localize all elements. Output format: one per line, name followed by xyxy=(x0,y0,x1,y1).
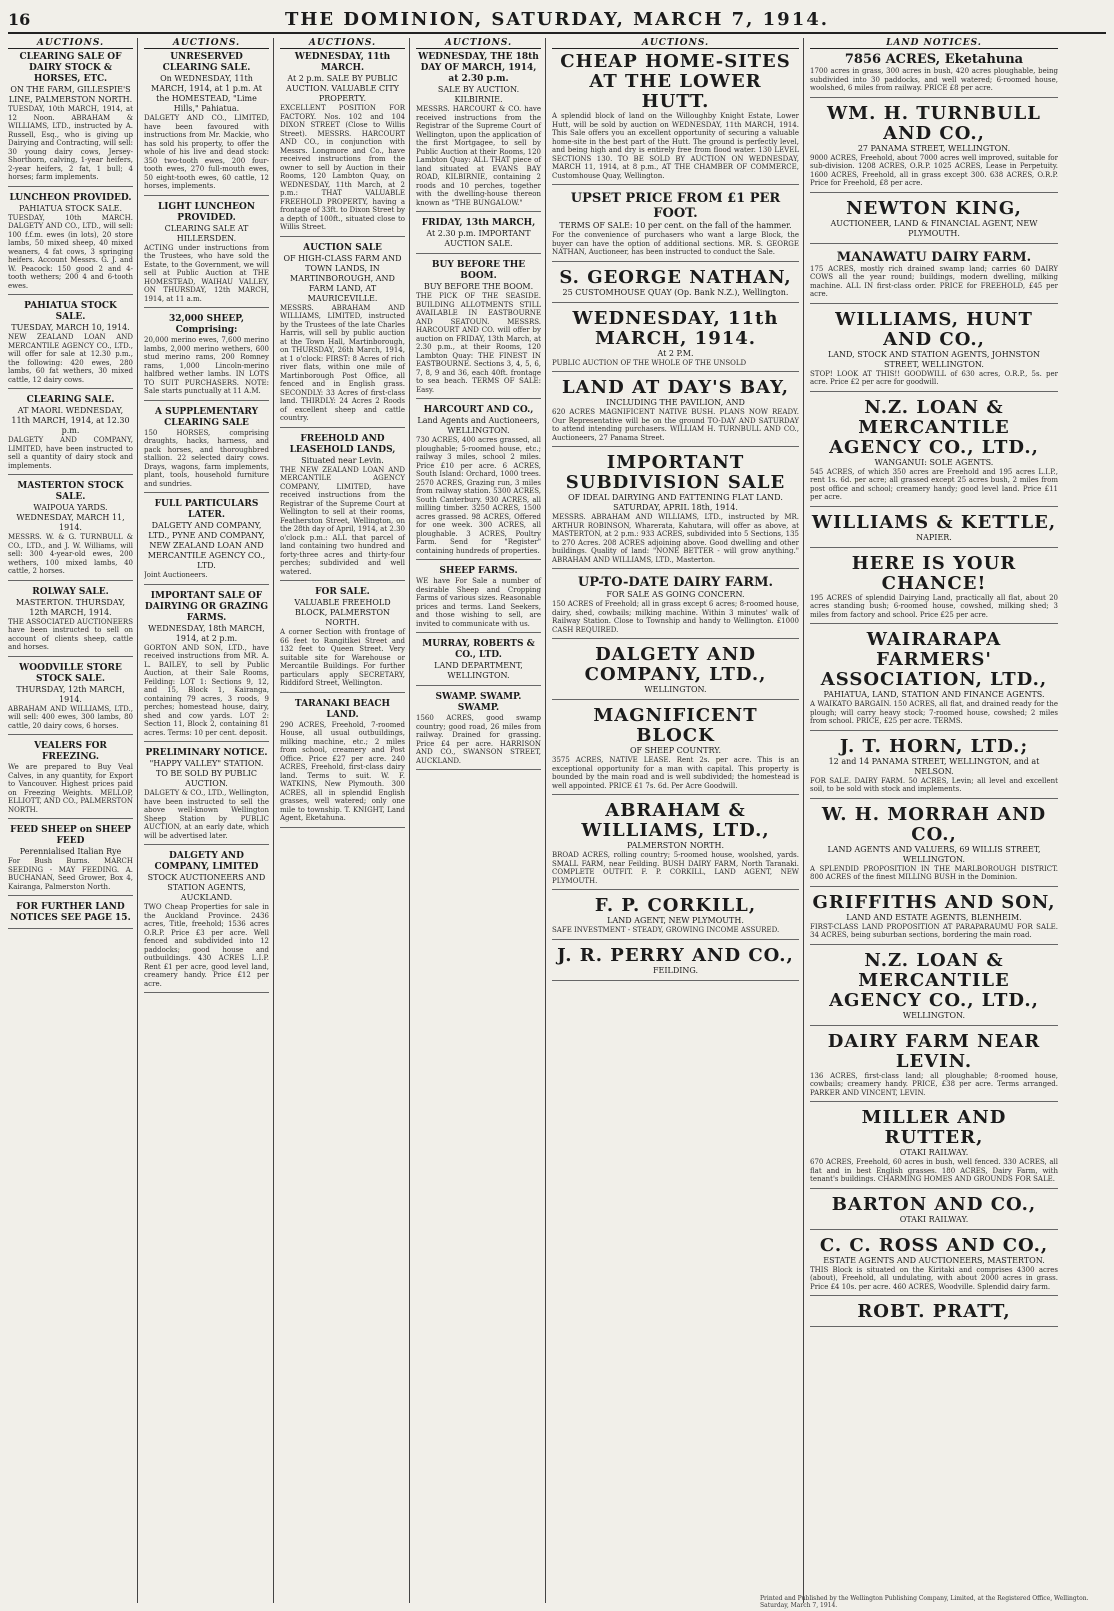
advertisement xyxy=(810,250,1058,304)
ad-body: ABRAHAM AND WILLIAMS, LTD., will sell: 400 ewes, 300 lambs, 80 cattle, 20 dairy cows, 6 horses. xyxy=(8,704,133,730)
ad-divider xyxy=(144,400,269,401)
ad-divider xyxy=(552,371,799,372)
ad-title: N.Z. LOAN & MERCANTILE AGENCY CO., LTD., xyxy=(829,396,1039,458)
ad-subtitle: THURSDAY, 12th MARCH, 1914. xyxy=(16,684,125,704)
ad-subtitle: WEDNESDAY, 18th MARCH, 1914, at 2 p.m. xyxy=(148,623,265,643)
ad-title: IMPORTANT SUBDIVISION SALE xyxy=(565,452,786,493)
advertisement xyxy=(280,52,405,237)
column-4 xyxy=(416,38,546,1603)
ad-divider xyxy=(8,734,133,735)
ad-body: 545 ACRES, of which 350 acres are Freehold and 195 acres L.I.P., rent 1s. 6d. per acre; all grassed except 25 acres bush, 2 miles from post office and school; creamery handy; good level land. Price £11 per acre. xyxy=(810,467,1058,501)
ad-title: DALGETY AND COMPANY, LTD., xyxy=(584,644,767,685)
ad-divider xyxy=(552,302,799,303)
ad-body: For the convenience of purchasers who want a large Block, the buyer can have the option of additional sections. MR. S. GEORGE NATHAN, Auctioneer, has been instructed to conduct the Sale. xyxy=(552,231,799,256)
ad-body: FOR SALE. DAIRY FARM. 50 ACRES, Levin; all level and excellent soil, to be sold with stock and implements. xyxy=(810,776,1058,793)
ad-divider xyxy=(810,1101,1058,1102)
ad-subtitle: SALE BY AUCTION. KILBIRNIE. xyxy=(437,85,520,104)
ad-title: DAIRY FARM NEAR LEVIN. xyxy=(827,1030,1041,1072)
masthead xyxy=(8,6,1106,34)
columns xyxy=(8,38,1106,1603)
ad-body: 150 ACRES of Freehold; all in grass except 6 acres; 8-roomed house, dairy, shed, cowbails; milking machine. Within 3 minutes' walk of Railway Station. Close to Township and handy to Wellington. £1000 CASH REQUIRED. xyxy=(552,600,799,634)
ad-divider xyxy=(810,192,1058,193)
ad-divider xyxy=(552,794,799,795)
ad-title: HERE IS YOUR CHANCE! xyxy=(851,552,1017,594)
ad-subtitle: WELLINGTON. xyxy=(902,1010,966,1020)
advertisement xyxy=(552,946,799,981)
column-1 xyxy=(8,38,138,1603)
advertisement xyxy=(552,52,799,185)
ad-subtitle: On WEDNESDAY, 11th MARCH, 1914, at 1 p.m. At the HOMESTEAD, "Lime Hills," Pahiatua. xyxy=(151,74,262,113)
ad-divider xyxy=(8,388,133,389)
ad-divider xyxy=(144,844,269,845)
column-heading: LAND NOTICES. xyxy=(810,38,1058,49)
advertisement xyxy=(552,896,799,940)
ad-title: UP-TO-DATE DAIRY FARM. xyxy=(577,575,774,590)
advertisement xyxy=(416,52,541,212)
ad-title: N.Z. LOAN & MERCANTILE AGENCY CO., LTD., xyxy=(829,949,1039,1011)
ad-title: W. H. MORRAH AND CO., xyxy=(821,803,1047,845)
ad-title: CLEARING SALE OF DAIRY STOCK & HORSES, ETC. xyxy=(19,52,122,84)
ad-body: WE have For Sale a number of desirable Sheep and Cropping Farms of various sizes. Reasonable prices and terms. Land Seekers, and those wishing to sell, are invited to communicate with us. xyxy=(416,577,541,628)
ad-title: CLEARING SALE. xyxy=(26,395,115,405)
ad-divider xyxy=(8,580,133,581)
ad-title: TARANAKI BEACH LAND. xyxy=(294,698,391,720)
ad-divider xyxy=(280,580,405,581)
ad-subtitle: PAHIATUA STOCK SALE. xyxy=(18,203,123,213)
ad-title: BUY BEFORE THE BOOM. xyxy=(431,260,526,281)
ad-divider xyxy=(810,1229,1058,1230)
advertisement xyxy=(144,407,269,494)
ad-divider xyxy=(810,886,1058,887)
ad-divider xyxy=(8,818,133,819)
ad-title: FOR FURTHER LAND NOTICES SEE PAGE 15. xyxy=(10,902,131,923)
ad-divider xyxy=(144,584,269,585)
column-3 xyxy=(280,38,410,1603)
ad-subtitle: AT MAORI. WEDNESDAY, 11th MARCH, 1914, at 12.30 p.m. xyxy=(11,406,130,435)
advertisement xyxy=(810,1195,1058,1230)
ad-title: S. GEORGE NATHAN, xyxy=(559,266,792,288)
ad-subtitle: OTAKI RAILWAY. xyxy=(899,1214,969,1224)
ad-subtitle: PALMERSTON NORTH. xyxy=(626,841,724,850)
ad-divider xyxy=(810,1295,1058,1296)
ad-subtitle: 12 and 14 PANAMA STREET, WELLINGTON, and at NELSON. xyxy=(828,756,1040,776)
advertisement xyxy=(552,268,799,303)
ad-body: BROAD ACRES, rolling country; 5-roomed house, woolshed, yards. SMALL FARM, near Feilding. BUSH DAIRY FARM, North Taranaki. COMPLETE OUTFIT. F. P. CORKILL, LAND AGENT, NEW PLYMOUTH. xyxy=(552,851,799,885)
column-heading: AUCTIONS. xyxy=(552,38,799,49)
ad-title: WEDNESDAY, 11th MARCH. xyxy=(294,52,391,73)
ad-divider xyxy=(416,769,541,770)
ad-body: DALGETY AND COMPANY, LIMITED, have been instructed to sell a quantity of dairy stock and implements. xyxy=(8,436,133,470)
advertisement xyxy=(810,1108,1058,1189)
ad-body: A WAIKATO BARGAIN. 150 ACRES, all flat, and drained ready for the plough; will carry heavy stock; 7-roomed house, cowshed; 2 miles from school. PRICE, £25 per acre. TERMS. xyxy=(810,700,1058,725)
ad-divider xyxy=(810,97,1058,98)
ad-body: STOP! LOOK AT THIS!! GOODWILL of 630 acres, O.R.P., 5s. per acre. Price £2 per acre for goodwill. xyxy=(810,369,1058,386)
ad-divider xyxy=(552,568,799,569)
ad-title: FRIDAY, 13th MARCH, xyxy=(421,218,536,228)
ad-subtitle: OF IDEAL DAIRYING AND FATTENING FLAT LAND. SATURDAY, APRIL 18th, 1914. xyxy=(568,493,783,512)
ad-subtitle: ON THE FARM, GILLESPIE'S LINE, PALMERSTON NORTH. xyxy=(8,85,133,104)
ad-divider xyxy=(8,656,133,657)
ad-divider xyxy=(144,195,269,196)
advertisement xyxy=(280,434,405,582)
ad-body: NEW ZEALAND LOAN AND MERCANTILE AGENCY CO., LTD., will offer for sale at 12.30 p.m., the following: 420 ewes, 280 lambs, 60 fat wethers, 30 mixed cattle, 12 dairy cows. xyxy=(8,333,133,384)
ad-divider xyxy=(144,492,269,493)
ad-title: WAIRARAPA FARMERS' ASSOCIATION, LTD., xyxy=(820,629,1048,690)
advertisement xyxy=(8,663,133,736)
ad-subtitle: OF SHEEP COUNTRY. xyxy=(629,746,722,755)
advertisement xyxy=(144,202,269,309)
ad-subtitle: LAND AND ESTATE AGENTS, BLENHEIM. xyxy=(846,912,1022,922)
ad-subtitle: Land Agents and Auctioneers, WELLINGTON. xyxy=(417,416,540,435)
advertisement xyxy=(810,52,1058,98)
ad-subtitle: 25 CUSTOMHOUSE QUAY (Op. Bank N.Z.), Wellington. xyxy=(562,287,789,297)
column-6 xyxy=(810,38,1062,1603)
ad-title: HARCOURT AND CO., xyxy=(423,405,534,415)
ad-title: LAND AT DAY'S BAY, xyxy=(562,377,789,398)
ad-body: MESSRS. ABRAHAM AND WILLIAMS, LTD., instructed by MR. ARTHUR ROBINSON, Wharerata, Kahutara, will offer as above, at MASTERTON, at 2 p.m.: 933 ACRES, subdivided into 5 Sections, 135 to 270 Acres. 208 ACRES adjoining above. Good dwelling and other buildings. Quality of land: "NONE BETTER - will grow anything." ABRAHAM AND WILLIAMS, LTD., Masterton. xyxy=(552,513,799,564)
ad-title: MANAWATU DAIRY FARM. xyxy=(836,249,1032,265)
ad-divider xyxy=(810,1025,1058,1026)
advertisement xyxy=(416,566,541,633)
advertisement xyxy=(552,378,799,447)
ad-body: THE PICK OF THE SEASIDE. BUILDING ALLOTMENTS STILL AVAILABLE IN EASTBOURNE AND SEATOUN. MESSRS. HARCOURT AND CO. will offer by auction on FRIDAY, 13th March, at 2.30 p.m., at their Rooms, 120 Lambton Quay: THE FINEST IN EASTBOURNE. Sections 3, 4, 5, 6, 7, 8, 9 and 36, each 40ft. frontage to sea beach. TERMS OF SALE: Easy. xyxy=(416,292,541,394)
ad-divider xyxy=(810,303,1058,304)
ad-subtitle: FOR SALE AS GOING CONCERN. xyxy=(606,590,745,599)
ad-subtitle: WAIPOUA YARDS. WEDNESDAY, MARCH 11, 1914. xyxy=(16,503,125,532)
ad-title: WM. H. TURNBULL AND CO., xyxy=(827,102,1041,144)
ad-body: 136 ACRES, first-class land; all ploughable; 8-roomed house, cowbails; creamery handy. PRICE, £38 per acre. Terms arranged. PARKER AND VINCENT, LEVIN. xyxy=(810,1071,1058,1097)
ad-subtitle: At 2.30 p.m. IMPORTANT AUCTION SALE. xyxy=(426,229,531,248)
ad-subtitle: WELLINGTON. xyxy=(644,685,707,694)
ad-body: 150 HORSES, comprising draughts, hacks, harness, and pack horses, and thoroughbred stallion. 22 selected dairy cows. Drays, wagons, farm implements, plant, tools, household furniture and sundries. xyxy=(144,428,269,488)
ad-subtitle: OTAKI RAILWAY. xyxy=(899,1148,969,1157)
ad-title: UNRESERVED CLEARING SALE. xyxy=(162,52,251,73)
ad-body: 1560 ACRES, good swamp country; good road, 26 miles from railway. Drained for grassing. Price £4 per acre. HARRISON AND CO., SWANSON STREET, AUCKLAND. xyxy=(416,714,541,765)
ad-divider xyxy=(280,236,405,237)
ad-title: NEWTON KING, xyxy=(846,197,1022,219)
column-heading: AUCTIONS. xyxy=(416,38,541,49)
ad-body: 175 ACRES, mostly rich drained swamp land; carries 60 DAIRY COWS all the year round; buildings, modern dwelling, milking machine. ALL IN first-class order. PRICE for FREEHOLD, £45 per acre. xyxy=(810,264,1058,298)
ad-divider xyxy=(552,446,799,447)
ad-body: THE ASSOCIATED AUCTIONEERS have been instructed to sell on account of clients sheep, cattle and horses. xyxy=(8,617,133,651)
column-heading: AUCTIONS. xyxy=(280,38,405,49)
ad-title: ROBT. PRATT, xyxy=(857,1301,1011,1322)
ad-title: WEDNESDAY, THE 18th DAY OF MARCH, 1914, at 2.30 p.m. xyxy=(418,52,539,84)
ad-title: MAGNIFICENT BLOCK xyxy=(593,705,758,746)
ad-body: 290 ACRES, Freehold, 7-roomed House, all usual outbuildings, milking machine, etc.; 2 miles from school, creamery and Post Office. Price £27 per acre. 240 ACRES, Freehold, first-class dairy land. Terms to suit. W. F. WATKINS, New Plymouth. 300 ACRES, all in splendid English grasses, well watered; only one mile to township. T. KNIGHT, Land Agent, Eketahuna. xyxy=(280,720,405,822)
ad-subtitle: PAHIATUA, LAND, STATION AND FINANCE AGENTS. xyxy=(823,690,1045,699)
ad-divider xyxy=(280,692,405,693)
ad-body: A corner Section with frontage of 66 feet to Rangitikei Street and 132 feet to Queen Street. Very suitable site for Warehouse or Mercantile Buildings. For further particulars apply SECRETARY, Riddiford Street, Wellington. xyxy=(280,628,405,687)
ad-title: SWAMP. SWAMP. SWAMP. xyxy=(435,692,522,713)
ad-title: C. C. ROSS AND CO., xyxy=(819,1234,1049,1256)
advertisement xyxy=(810,310,1058,392)
ad-subtitle: TUESDAY, MARCH 10, 1914. xyxy=(11,323,130,332)
ad-divider xyxy=(416,685,541,686)
ad-subtitle: LAND DEPARTMENT, WELLINGTON. xyxy=(434,661,523,680)
advertisement xyxy=(552,191,799,262)
ad-divider xyxy=(810,1188,1058,1189)
advertisement xyxy=(8,301,133,389)
ad-body: 20,000 merino ewes, 7,600 merino lambs, 2,000 merino wethers, 600 stud merino rams, 200 Romney rams, 1,000 Lincoln-merino halfbred wether lambs. IN LOTS TO SUIT PURCHASERS. NOTE: Sale starts punctually at 11 A.M. xyxy=(144,336,269,395)
advertisement xyxy=(144,314,269,401)
ad-subtitle: INCLUDING THE PAVILION, AND xyxy=(606,398,745,407)
advertisement xyxy=(416,218,541,254)
ad-title: F. P. CORKILL, xyxy=(594,895,757,916)
ad-body: 670 ACRES, Freehold, 60 acres in bush, well fenced. 330 ACRES, all flat and in best English grasses. 180 ACRES, Dairy Farm, with tenant's buildings. CHARMING HOMES AND GROUNDS FOR SALE. xyxy=(810,1158,1058,1183)
ad-subtitle: Perennialised Italian Rye xyxy=(19,847,122,856)
column-5 xyxy=(552,38,804,1603)
ad-body: THIS Block is situated on the Kiritaki and comprises 4300 acres (about), Freehold, all undulating, with about 2000 acres in grass. Price £4 10s. per acre. 460 ACRES, Woodville. Splendid dairy farm. xyxy=(810,1265,1058,1291)
ad-title: 32,000 SHEEP, Comprising: xyxy=(168,314,245,335)
ad-body: 1700 acres in grass, 300 acres in bush, 420 acres ploughable, being subdivided into 30 paddocks, and well watered; 6-roomed house, woolshed, 6 miles from railway. PRICE £8 per acre. xyxy=(810,67,1058,92)
advertisement xyxy=(810,513,1058,548)
ad-title: IMPORTANT SALE OF DAIRYING OR GRAZING FARMS. xyxy=(144,590,269,623)
advertisement xyxy=(552,801,799,890)
ad-body: 730 ACRES, 400 acres grassed, all ploughable; 5-roomed house, etc.; railway 3 miles, school 2 miles. Price £10 per acre. 6 ACRES, South Island: Orchard, 1000 trees. 2570 ACRES, Grazing run, 3 miles from railway station. 5300 ACRES, South Canterbury. 930 ACRES, all milling timber. 3250 ACRES, 1500 acres grassed. 98 ACRES, Offered for one week. 300 ACRES, all ploughable. 3 ACRES, Poultry Farm. Send for "Register" containing hundreds of properties. xyxy=(416,436,541,555)
advertisement xyxy=(810,737,1058,799)
ad-body: MESSRS. W. & G. TURNBULL & CO., LTD., and J. W. Williams, will sell: 300 4-year-old ewes, 200 wethers, 100 mixed lambs, 40 cattle, 2 horses. xyxy=(8,533,133,575)
advertisement xyxy=(810,630,1058,731)
ad-divider xyxy=(8,186,133,187)
ad-subtitle: MASTERTON. THURSDAY, 12th MARCH, 1914. xyxy=(15,597,126,617)
ad-subtitle: NAPIER. xyxy=(916,532,952,542)
ad-divider xyxy=(280,427,405,428)
ad-title: WOODVILLE STORE STOCK SALE. xyxy=(19,662,122,684)
ad-body: 195 ACRES of splendid Dairying Land, practically all flat, about 20 acres standing bush; 6-roomed house, cowshed, milking shed; 3 miles from factory and school. Price £25 per acre. xyxy=(810,593,1058,619)
ad-divider xyxy=(552,699,799,700)
advertisement xyxy=(552,575,799,639)
paper-title: THE DOMINION, SATURDAY, MARCH 7, 1914. xyxy=(284,8,830,30)
ad-title: UPSET PRICE FROM £1 PER FOOT. xyxy=(570,191,781,221)
ad-subtitle: VALUABLE FREEHOLD BLOCK, PALMERSTON NORTH. xyxy=(294,598,391,627)
ad-title: VEALERS FOR FREEZING. xyxy=(34,741,107,762)
ad-body: For Bush Burns. MARCH SEEDING - MAY FEEDING. A. BUCHANAN, Seed Grower, Box 4, Kairanga, Palmerston North. xyxy=(8,857,133,891)
ad-body: MESSRS. ABRAHAM AND WILLIAMS, LIMITED, instructed by the Trustees of the late Charles Harris, will sell by public auction at the Town Hall, Martinborough, on THURSDAY, 26th March, 1914, at 1 o'clock: FIRST: 8 Acres of rich river flats, within one mile of Martinborough Post Office, all fenced and in English grass. SECONDLY: 33 Acres of first-class land. THIRDLY: 24 Acres 2 Roods of excellent sheep and cattle country. xyxy=(280,303,405,422)
ad-body: TWO Cheap Properties for sale in the Auckland Province. 2436 acres, Title, freehold; 1536 acres O.R.P. Price £3 per acre. Well fenced and subdivided into 12 paddocks; good house and outbuildings. 430 ACRES L.I.P. Rent £1 per acre, good level land, creamery handy. Price £12 per acre. xyxy=(144,903,269,988)
ad-title: FULL PARTICULARS LATER. xyxy=(154,499,259,520)
advertisement xyxy=(416,260,541,399)
advertisement xyxy=(810,951,1058,1026)
ad-title: LIGHT LUNCHEON PROVIDED. xyxy=(157,201,256,223)
ad-divider xyxy=(280,827,405,828)
advertisement xyxy=(552,706,799,795)
ad-body: A SPLENDID PROPOSITION IN THE MARLBOROUGH DISTRICT. 800 ACRES of the finest MILLING BUSH in the Dominion. xyxy=(810,864,1058,881)
ad-subtitle: At 2 P.M. xyxy=(657,348,694,358)
ad-divider xyxy=(552,939,799,940)
ad-subtitle: OF HIGH-CLASS FARM AND TOWN LANDS, IN MARTINBOROUGH, AND FARM LAND, AT MAURICEVILLE. xyxy=(283,253,402,303)
ad-subtitle: "HAPPY VALLEY" STATION. TO BE SOLD BY PUBLIC AUCTION. xyxy=(149,759,264,788)
ad-divider xyxy=(144,992,269,993)
advertisement xyxy=(8,902,133,929)
ad-divider xyxy=(810,547,1058,548)
advertisement xyxy=(8,741,133,819)
ad-title: MURRAY, ROBERTS & CO., LTD. xyxy=(422,639,535,660)
ad-subtitle: CLEARING SALE AT HILLERSDEN. xyxy=(164,223,249,243)
advertisement xyxy=(144,851,269,993)
column-heading: AUCTIONS. xyxy=(8,38,133,49)
advertisement xyxy=(280,699,405,828)
ad-subtitle: Situated near Levin. xyxy=(301,455,384,465)
ad-subtitle: BUY BEFORE THE BOOM. xyxy=(423,282,534,291)
advertisement xyxy=(8,52,133,187)
advertisement xyxy=(8,481,133,581)
imprint: Printed and Published by the Wellington Publishing Company, Limited, at the Registered Office, Wellington. Saturday, March 7, 1914. xyxy=(760,1595,1089,1609)
advertisement xyxy=(810,1236,1058,1297)
ad-divider xyxy=(416,211,541,212)
ad-divider xyxy=(810,798,1058,799)
advertisement xyxy=(810,398,1058,507)
ad-title: CHEAP HOME-SITES AT THE LOWER HUTT. xyxy=(560,51,791,112)
ad-body: SAFE INVESTMENT - STEADY, GROWING INCOME ASSURED. xyxy=(552,926,780,934)
ad-body: 620 ACRES MAGNIFICENT NATIVE BUSH. PLANS NOW READY. Our Representative will be on the ground TO-DAY AND SATURDAY to attend intending purchasers. WILLIAM H. TURNBULL AND CO., Auctioneers, 27 Panama Street. xyxy=(552,408,799,442)
advertisement xyxy=(280,243,405,428)
ad-subtitle: TERMS OF SALE: 10 per cent. on the fall of the hammer. xyxy=(559,221,792,230)
advertisement xyxy=(810,805,1058,887)
advertisement xyxy=(8,193,133,296)
ad-subtitle: 27 PANAMA STREET, WELLINGTON. xyxy=(857,143,1011,153)
ad-body: DALGETY AND CO., LIMITED, have been favoured with instructions from Mr. Mackie, who has sold his property, to offer the whole of his live and dead stock: 350 two-tooth ewes, 200 four-tooth ewes, 270 full-mouth ewes, 50 eight-tooth ewes, 60 cattle, 12 horses, implements. xyxy=(144,114,269,190)
ad-title: ROLWAY SALE. xyxy=(32,586,109,597)
ad-divider xyxy=(810,506,1058,507)
advertisement xyxy=(144,52,269,196)
ad-subtitle: At 2 p.m. SALE BY PUBLIC AUCTION. VALUABLE CITY PROPERTY. xyxy=(286,74,399,103)
ad-divider xyxy=(416,632,541,633)
ad-subtitle: AUCTIONEER, LAND & FINANCIAL AGENT, NEW PLYMOUTH. xyxy=(830,218,1038,238)
ad-subtitle: DALGETY AND COMPANY, LTD., PYNE AND COMPANY, NEW ZEALAND LOAN AND MERCANTILE AGENCY CO., LTD. xyxy=(147,521,266,570)
ad-subtitle: LAND AGENTS AND VALUERS, 69 WILLIS STREET, WELLINGTON. xyxy=(827,844,1041,864)
ad-title: PRELIMINARY NOTICE. xyxy=(145,748,268,758)
ad-body: 9000 ACRES, Freehold, about 7000 acres well improved, suitable for sub-division. 1208 ACRES, O.R.P. 1025 ACRES, Lease in Perpetuity. 1600 ACRES, Freehold, all in grass except 300. 638 ACRES, O.R.P. Price for Freehold, £8 per acre. xyxy=(810,153,1058,187)
ad-body: We are prepared to Buy Veal Calves, in any quantity, for Export to Vancouver. Highest prices paid on Freezing Weights. MELLOP, ELLIOTT, AND CO., PALMERSTON NORTH. xyxy=(8,763,133,814)
ad-divider xyxy=(552,889,799,890)
ad-title: 7856 ACRES, Eketahuna xyxy=(844,52,1024,67)
ad-body: 3575 ACRES, NATIVE LEASE. Rent 2s. per acre. This is an exceptional opportunity for a man with capital. This property is bounded by the main road and is well subdivided; the homestead is well appointed. PRICE £1 7s. 6d. Per Acre Goodwill. xyxy=(552,756,799,790)
advertisement xyxy=(416,639,541,686)
ad-subtitle: LAND, STOCK AND STATION AGENTS, JOHNSTON STREET, WELLINGTON. xyxy=(827,349,1041,369)
ad-title: GRIFFITHS AND SON, xyxy=(812,891,1056,913)
ad-title: MILLER AND RUTTER, xyxy=(861,1107,1007,1148)
page-number: 16 xyxy=(8,9,31,29)
ad-title: A SUPPLEMENTARY CLEARING SALE xyxy=(154,406,259,428)
ad-title: J. T. HORN, LTD.; xyxy=(839,735,1029,757)
ad-body: DALGETY & CO., LTD., Wellington, have been instructed to sell the above well-known Wellington Sheep Station by PUBLIC AUCTION, at an early date, which will be advertised later. xyxy=(144,789,269,840)
ad-body: Joint Auctioneers. xyxy=(144,571,208,579)
ad-body: ACTING under instructions from the Trustees, who have sold the Estate, to the Government, we will sell at Public Auction at THE HOMESTEAD, WAIHAU VALLEY, ON THURSDAY, 12th MARCH, 1914, at 11 a.m. xyxy=(144,243,269,303)
advertisement xyxy=(8,395,133,475)
ad-subtitle: WANGANUI: SOLE AGENTS. xyxy=(874,457,994,467)
advertisement xyxy=(144,591,269,743)
ad-title: FREEHOLD AND LEASEHOLD LANDS, xyxy=(289,433,396,455)
ad-divider xyxy=(810,391,1058,392)
advertisement xyxy=(810,199,1058,244)
ad-subtitle: STOCK AUCTIONEERS AND STATION AGENTS, AUCKLAND. xyxy=(147,873,266,902)
ad-title: PAHIATUA STOCK SALE. xyxy=(24,301,117,322)
ad-title: SHEEP FARMS. xyxy=(439,566,518,576)
ad-title: MASTERTON STOCK SALE. xyxy=(17,481,124,502)
ad-title: FEED SHEEP on SHEEP FEED xyxy=(10,825,131,846)
ad-divider xyxy=(416,253,541,254)
ad-body: GORTON AND SON, LTD., have received instructions from MR. A. L. BAILEY, to sell by Public Auction, at their Sale Rooms, Feilding: LOT 1: Sections 9, 12, and 15, Block 1, Kairanga, containing 79 acres, 3 roods, 9 perches; homestead house, dairy, shed and cow yards. LOT 2: Section 11, Block 2, containing 81 acres. Terms: 10 per cent. deposit. xyxy=(144,643,269,737)
ad-body: TUESDAY, 10th MARCH, 1914, at 12 Noon. ABRAHAM & WILLIAMS, LTD., instructed by A. Russell, Esq., who is giving up Dairying and Contracting, will sell: 30 young dairy cows, Jersey-Shorthorn, calving, 1-year heifers, 2-year heifers, 2 fat, 1 bull; 4 horses; farm implements. xyxy=(8,105,133,181)
ad-title: FOR SALE. xyxy=(315,587,370,597)
ad-title: WILLIAMS, HUNT AND CO., xyxy=(835,308,1033,350)
column-2 xyxy=(144,38,274,1603)
advertisement xyxy=(810,1032,1058,1103)
advertisement xyxy=(552,453,799,569)
ad-divider xyxy=(8,928,133,929)
advertisement xyxy=(552,309,799,373)
advertisement xyxy=(144,499,269,585)
ad-body: MESSRS. HARCOURT & CO. have received instructions from the Registrar of the Supreme Court of Wellington, upon the application of the first Mortgagee, to sell by Public Auction at their Rooms, 120 Lambton Quay: ALL THAT piece of land situated at EVANS BAY ROAD, KILBIRNIE, containing 2 roods and 10 perches, together with the dwelling-house thereon known as "THE BUNGALOW." xyxy=(416,105,541,207)
ad-divider xyxy=(810,944,1058,945)
ad-title: LUNCHEON PROVIDED. xyxy=(9,192,132,203)
ad-title: ABRAHAM & WILLIAMS, LTD., xyxy=(581,800,770,841)
ad-body: THE NEW ZEALAND LOAN AND MERCANTILE AGENCY COMPANY, LIMITED, have received instructions from the Registrar of the Supreme Court at Wellington to sell at their rooms, Featherston Street, Wellington, on the 28th day of April, 1914, at 2.30 o'clock p.m.: ALL that parcel of land containing two hundred and forty-three acres and thirty-four perches; subdivided and well watered. xyxy=(280,465,405,576)
ad-body: A splendid block of land on the Willoughby Knight Estate, Lower Hutt, will be sold by auction on WEDNESDAY, 11th MARCH, 1914. This Sale offers you an excellent opportunity of securing a valuable home-site in the best part of the Hutt. The ground is perfectly level, and being high and dry is entirely free from flood water. 130 LEVEL SECTIONS 130. TO BE SOLD BY AUCTION ON WEDNESDAY, MARCH 11, 1914, at 8 p.m., AT THE CHAMBER OF COMMERCE, Customhouse Quay, Wellington. xyxy=(552,112,799,180)
advertisement xyxy=(810,893,1058,945)
ad-title: WEDNESDAY, 11th MARCH, 1914. xyxy=(572,307,779,349)
column-heading: AUCTIONS. xyxy=(144,38,269,49)
ad-divider xyxy=(810,623,1058,624)
advertisement xyxy=(280,587,405,693)
ad-divider xyxy=(144,307,269,308)
ad-body: FIRST-CLASS LAND PROPOSITION AT PARAPARAUMU FOR SALE. 34 ACRES, being suburban sections, bordering the main road. xyxy=(810,922,1058,939)
advertisement xyxy=(144,748,269,845)
ad-title: J. R. PERRY AND CO., xyxy=(557,944,794,966)
advertisement xyxy=(810,104,1058,193)
ad-body: EXCELLENT POSITION FOR FACTORY. Nos. 102 and 104 DIXON STREET (Close to Willis Street). MESSRS. HARCOURT AND CO., in conjunction with Messrs. Longmore and Co., have received instructions from the owner to sell by Auction in their Rooms, 120 Lambton Quay, on WEDNESDAY, 11th March, at 2 p.m.: THAT VALUABLE FREEHOLD PROPERTY, having a frontage of 33ft. to Dixon Street by a depth of 100ft., situated close to Willis Street. xyxy=(280,104,405,231)
advertisement xyxy=(810,554,1058,625)
ad-subtitle: FEILDING. xyxy=(652,965,699,975)
advertisement xyxy=(8,825,133,896)
ad-subtitle: LAND AGENT, NEW PLYMOUTH. xyxy=(607,916,744,925)
ad-divider xyxy=(8,895,133,896)
advertisement xyxy=(552,645,799,700)
advertisement xyxy=(810,1302,1058,1327)
ad-title: BARTON AND CO., xyxy=(831,1193,1037,1215)
ad-divider xyxy=(552,980,799,981)
ad-divider xyxy=(8,294,133,295)
ad-title: AUCTION SALE xyxy=(303,242,382,253)
ad-divider xyxy=(552,184,799,185)
advertisement xyxy=(416,692,541,770)
ad-subtitle: ESTATE AGENTS AND AUCTIONEERS, MASTERTON. xyxy=(823,1255,1045,1265)
ad-body: PUBLIC AUCTION OF THE WHOLE OF THE UNSOLD xyxy=(552,358,747,367)
ad-title: DALGETY AND COMPANY, LIMITED xyxy=(154,851,259,872)
ad-divider xyxy=(810,730,1058,731)
advertisement xyxy=(416,405,541,560)
ad-body: TUESDAY, 10th MARCH. DALGETY AND CO., LTD., will sell: 100 f.f.m. ewes (in lots), 20 store lambs, 50 mixed sheep, 40 mixed weaners, 4 fat cows, 3 springing heifers. Account Messrs. G. J. and W. Peacock: 150 good 2 and 4-tooth wethers; 200 4 and 6-tooth ewes. xyxy=(8,213,133,290)
ad-divider xyxy=(8,474,133,475)
ad-divider xyxy=(144,741,269,742)
ad-divider xyxy=(416,559,541,560)
ad-divider xyxy=(810,1326,1058,1327)
ad-title: WILLIAMS & KETTLE, xyxy=(811,511,1057,533)
advertisement xyxy=(8,587,133,657)
ad-divider xyxy=(552,261,799,262)
ad-divider xyxy=(416,398,541,399)
ad-divider xyxy=(552,638,799,639)
ad-divider xyxy=(810,243,1058,244)
